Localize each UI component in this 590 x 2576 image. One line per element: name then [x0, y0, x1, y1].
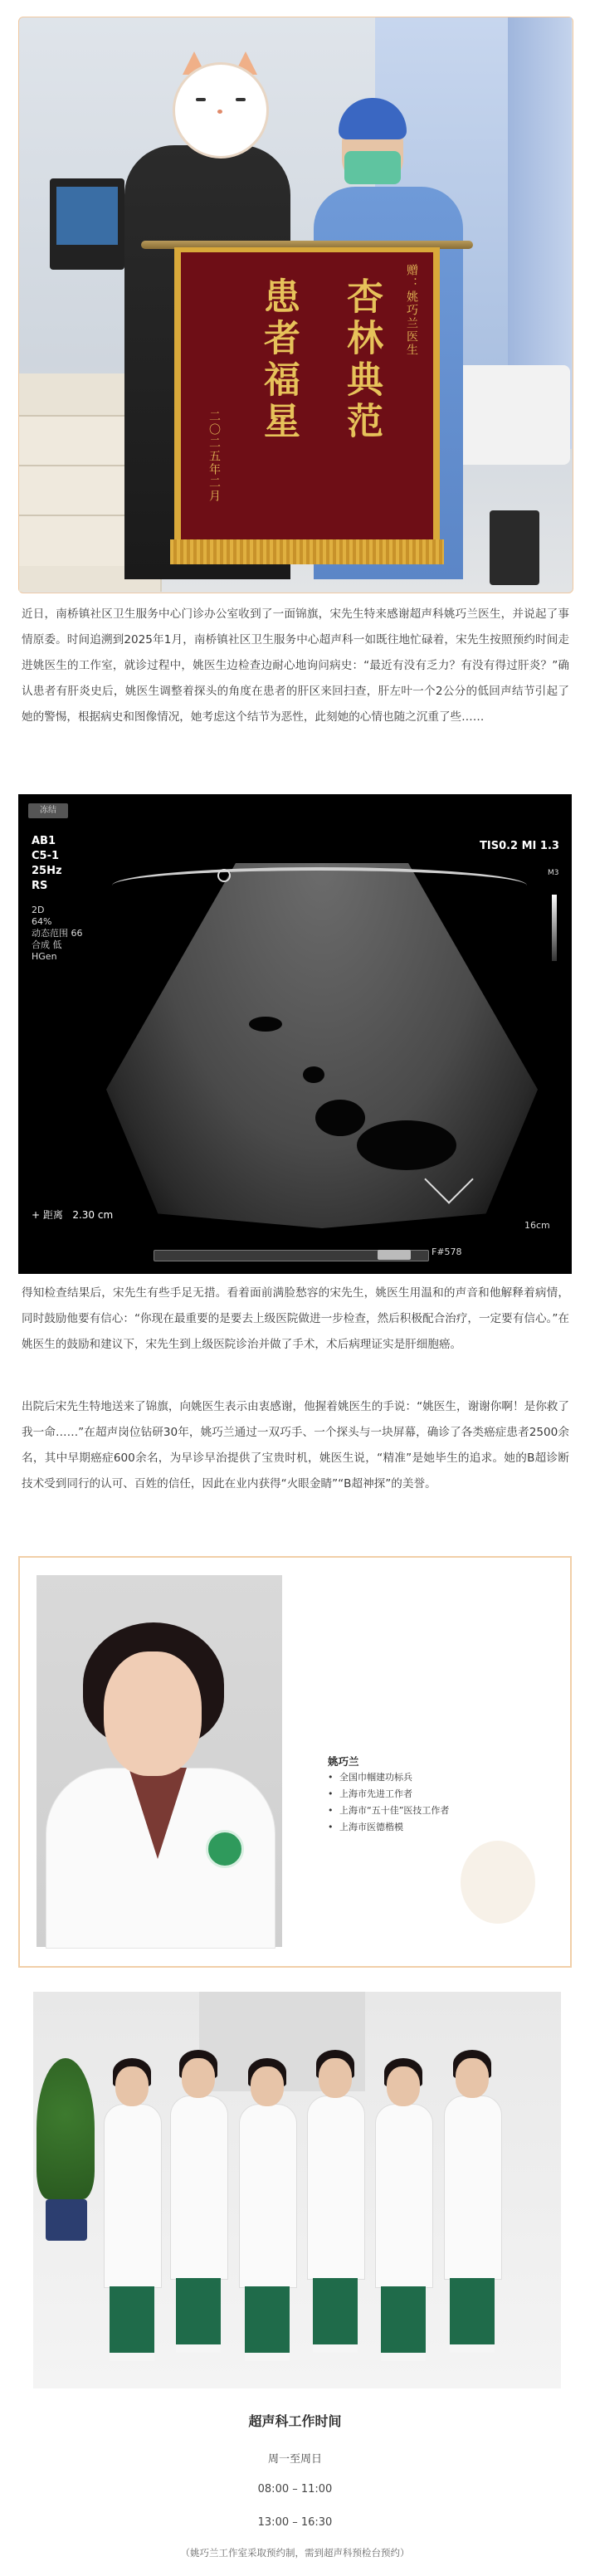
banner-dedication: 赠：姚巧兰医生 [405, 264, 418, 357]
us-distance-readout [32, 1208, 113, 1222]
team-member-head [387, 2066, 420, 2106]
us-distance-label: 距离 [42, 1209, 63, 1221]
us-m-label: M3 [548, 869, 559, 877]
face-mask [344, 151, 401, 184]
portrait-face [104, 1651, 202, 1776]
banner-fringe [170, 539, 444, 564]
team-member-legs [381, 2286, 426, 2353]
team-member-coat [444, 2095, 502, 2280]
hours-morning: 08:00 – 11:00 [257, 2483, 333, 2496]
us-thermal-index: TIS0.2 MI 1.3 [480, 840, 559, 852]
us-param-mode: RS [32, 880, 48, 892]
team-member-coat [239, 2104, 297, 2288]
silk-banner [174, 247, 440, 546]
honor-item: • 全国巾帼建功标兵 [328, 1769, 449, 1786]
banner-date: 二〇二五年二月 [207, 410, 221, 503]
team-member-legs [176, 2278, 221, 2344]
honor-item: • 上海市先进工作者 [328, 1786, 449, 1803]
team-member-coat [104, 2104, 162, 2288]
honor-item: • 上海市医德楷模 [328, 1819, 449, 1836]
team-member-head [319, 2058, 352, 2098]
team-member-coat [375, 2104, 433, 2288]
us-params-mid [32, 905, 83, 963]
hepatic-vessel [315, 1100, 365, 1136]
team-member-shoes [450, 2344, 495, 2353]
story-paragraph-2: 得知检查结果后，宋先生有些手足无措。看着面前满脸愁容的宋先生，姚医生用温和的声音和他解释着病情，同时鼓励他要有信心：“你现在最重要的是要去上级医院做进一步检查，然后积极配合治疗，一定要有信心。”在姚医生的鼓励和建议下，宋先生到上级医院诊治并做了手术，术后病理证实是肝细胞癌。 [22, 1286, 569, 1351]
hours-afternoon: 13:00 – 16:30 [257, 2516, 333, 2529]
scan-surface-arc [112, 867, 527, 904]
gray-scale-bar [552, 895, 557, 961]
us-param-comp: 合成 低 [32, 939, 62, 950]
plant-pot [46, 2199, 87, 2241]
honors-list [328, 1769, 449, 1836]
monitor-screen [56, 187, 118, 245]
us-param-exam: AB1 [32, 835, 56, 847]
cat-nose [217, 110, 222, 114]
potted-plant [37, 2058, 95, 2199]
trash-bin [490, 510, 539, 585]
team-member-coat [307, 2095, 365, 2280]
us-param-probe: C5-1 [32, 850, 60, 862]
team-member-head [456, 2058, 489, 2098]
honor-item: • 上海市“五十佳”医技工作者 [328, 1803, 449, 1819]
cat-eye [236, 98, 246, 101]
team-member-legs [313, 2278, 358, 2344]
team-member-shoes [245, 2353, 290, 2361]
team-member-head [251, 2066, 284, 2106]
story-paragraph-1: 近日，南桥镇社区卫生服务中心门诊办公室收到了一面锦旗，宋先生特来感谢超声科姚巧兰医生，并说起了事情原委。时间追溯到2025年1月，南桥镇社区卫生服务中心超声科一如既往地忙碌着，宋先生按照预约时间走进姚医生的工作室，就诊过程中，姚医生边检查边耐心地询问病史：“最近有没有乏力？有没有得过肝炎？”确认患者有肝炎史后，姚医生调整着探头的角度在患者的肝区来回扫查，肝左叶一个2公分的低回声结节引起了她的警惕，根据病史和图像情况，她考虑这个结节为恶性，此刻她的心情也随之沉重了些…… [22, 607, 569, 724]
banner-left-column: 患者福星 [257, 277, 300, 443]
cat-eye [196, 98, 206, 101]
us-distance-value: 2.30 cm [72, 1209, 114, 1221]
team-member-legs [245, 2286, 290, 2353]
doctor-name: 姚巧兰 [328, 1755, 359, 1768]
us-params-top [32, 834, 62, 894]
team-member-shoes [381, 2353, 426, 2361]
exam-bed [448, 365, 570, 465]
us-param-2d: 2D [32, 905, 45, 915]
team-member-coat [170, 2095, 228, 2280]
hepatic-vessel [249, 1017, 282, 1032]
watermark-logo-icon [461, 1841, 535, 1924]
hours-days: 周一至周日 [267, 2453, 322, 2466]
team-member-head [182, 2058, 215, 2098]
team-member-head [115, 2066, 149, 2106]
us-depth: 16cm [524, 1220, 550, 1231]
team-member-shoes [313, 2344, 358, 2353]
team-member-legs [110, 2286, 154, 2353]
us-param-dr: 动态范围 66 [32, 928, 83, 939]
freeze-tab: 冻结 [28, 803, 68, 818]
story-paragraph-3: 出院后宋先生特地送来了锦旗，向姚医生表示由衷感谢，他握着姚医生的手说：“姚医生，谢谢你啊！是你救了我一命……”在超声岗位钻研30年，姚巧兰通过一双巧手、一个探头与一块屏幕，确诊了各类癌症患者2500余名，其中早期癌症600余名，为早诊早治提供了宝贵时机，姚医生说，“精准”是她毕生的追求。她的B超诊断技术受到同行的认可、百姓的信任，因此在业内获得“火眼金睛”“B超神探”的美誉。 [22, 1400, 569, 1490]
team-member-shoes [176, 2344, 221, 2353]
us-frame-number: F#578 [432, 1247, 462, 1257]
hours-title: 超声科工作时间 [248, 2413, 342, 2429]
plus-icon: + [32, 1209, 43, 1221]
focus-marker-icon [217, 869, 231, 882]
team-member-legs [450, 2278, 495, 2344]
us-param-gain: 64% [32, 916, 52, 927]
us-param-framerate: 25Hz [32, 865, 62, 877]
hospital-badge-icon [206, 1830, 244, 1868]
us-param-hgen: HGen [32, 951, 57, 962]
nodule [303, 1066, 324, 1083]
cine-scroll-thumb[interactable] [378, 1250, 411, 1260]
banner-right-column: 杏林典范 [340, 277, 383, 443]
team-member-shoes [110, 2353, 154, 2361]
hours-appointment-note: （姚巧兰工作室采取预约制，需到超声科预检台预约） [180, 2547, 410, 2559]
